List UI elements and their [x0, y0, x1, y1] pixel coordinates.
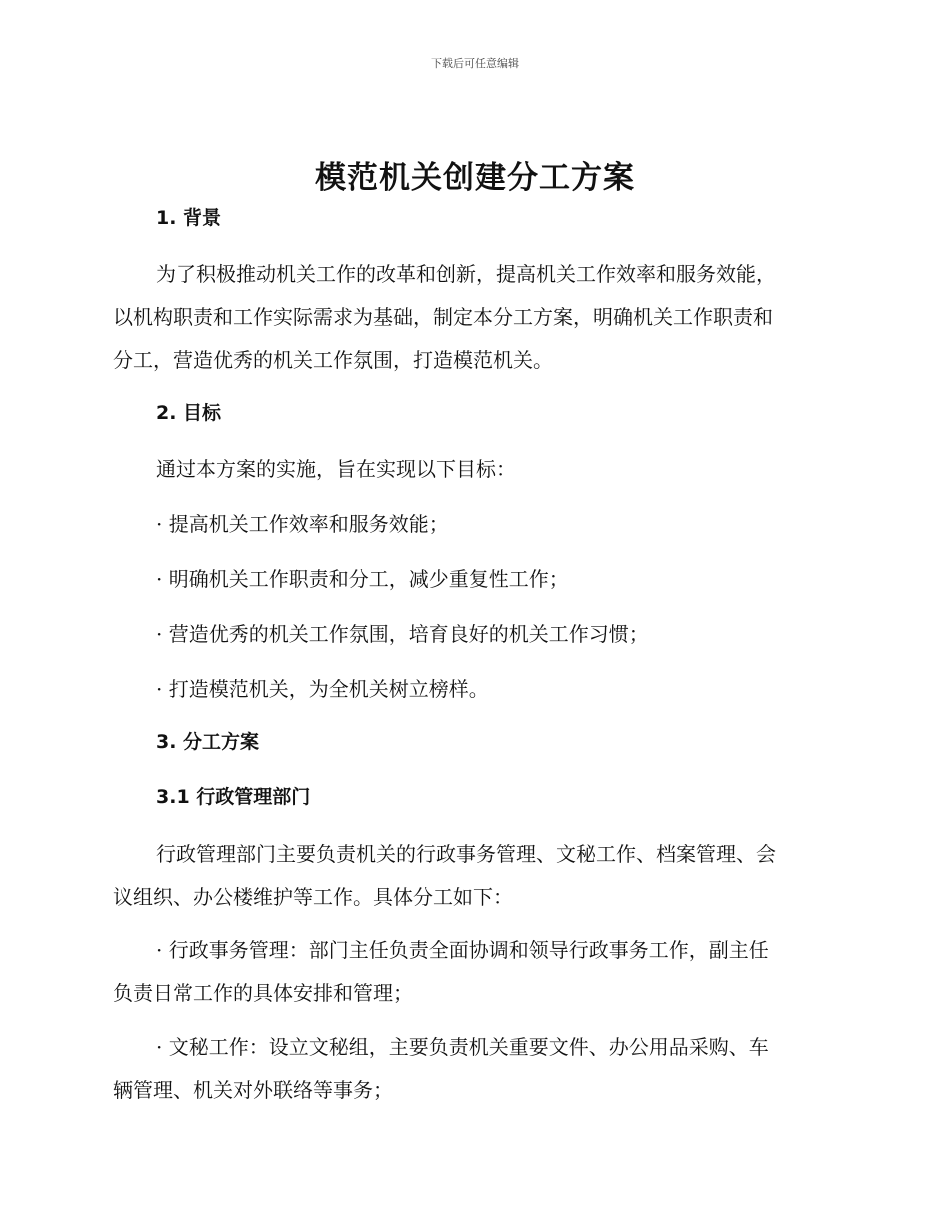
- paragraph-line: 分工，营造优秀的机关工作氛围，打造模范机关。: [113, 348, 553, 372]
- list-item-continuation: 负责日常工作的具体安排和管理；: [113, 981, 413, 1005]
- list-item: · 文秘工作：设立文秘组，主要负责机关重要文件、办公用品采购、车: [156, 1035, 769, 1059]
- list-item: · 打造模范机关，为全机关树立榜样。: [156, 677, 489, 701]
- list-item: · 行政事务管理：部门主任负责全面协调和领导行政事务工作，副主任: [156, 938, 769, 962]
- section-heading-plan: 3. 分工方案: [156, 731, 260, 753]
- list-item: · 明确机关工作职责和分工，减少重复性工作；: [156, 567, 569, 591]
- document-title: 模范机关创建分工方案: [315, 160, 635, 196]
- list-item: · 营造优秀的机关工作氛围，培育良好的机关工作习惯；: [156, 622, 649, 646]
- paragraph-line: 行政管理部门主要负责机关的行政事务管理、文秘工作、档案管理、会: [156, 842, 776, 866]
- paragraph-line: 以机构职责和工作实际需求为基础，制定本分工方案，明确机关工作职责和: [113, 305, 773, 329]
- paragraph-line: 通过本方案的实施，旨在实现以下目标：: [156, 457, 516, 481]
- section-heading-background: 1. 背景: [156, 207, 222, 229]
- paragraph-line: 议组织、办公楼维护等工作。具体分工如下：: [113, 885, 513, 909]
- header-note: 下载后可任意编辑: [431, 57, 519, 70]
- paragraph-line: 为了积极推动机关工作的改革和创新，提高机关工作效率和服务效能，: [156, 262, 776, 286]
- list-item: · 提高机关工作效率和服务效能；: [156, 512, 449, 536]
- subsection-heading-admin: 3.1 行政管理部门: [156, 786, 311, 808]
- section-heading-goals: 2. 目标: [156, 402, 222, 424]
- list-item-continuation: 辆管理、机关对外联络等事务；: [113, 1078, 393, 1102]
